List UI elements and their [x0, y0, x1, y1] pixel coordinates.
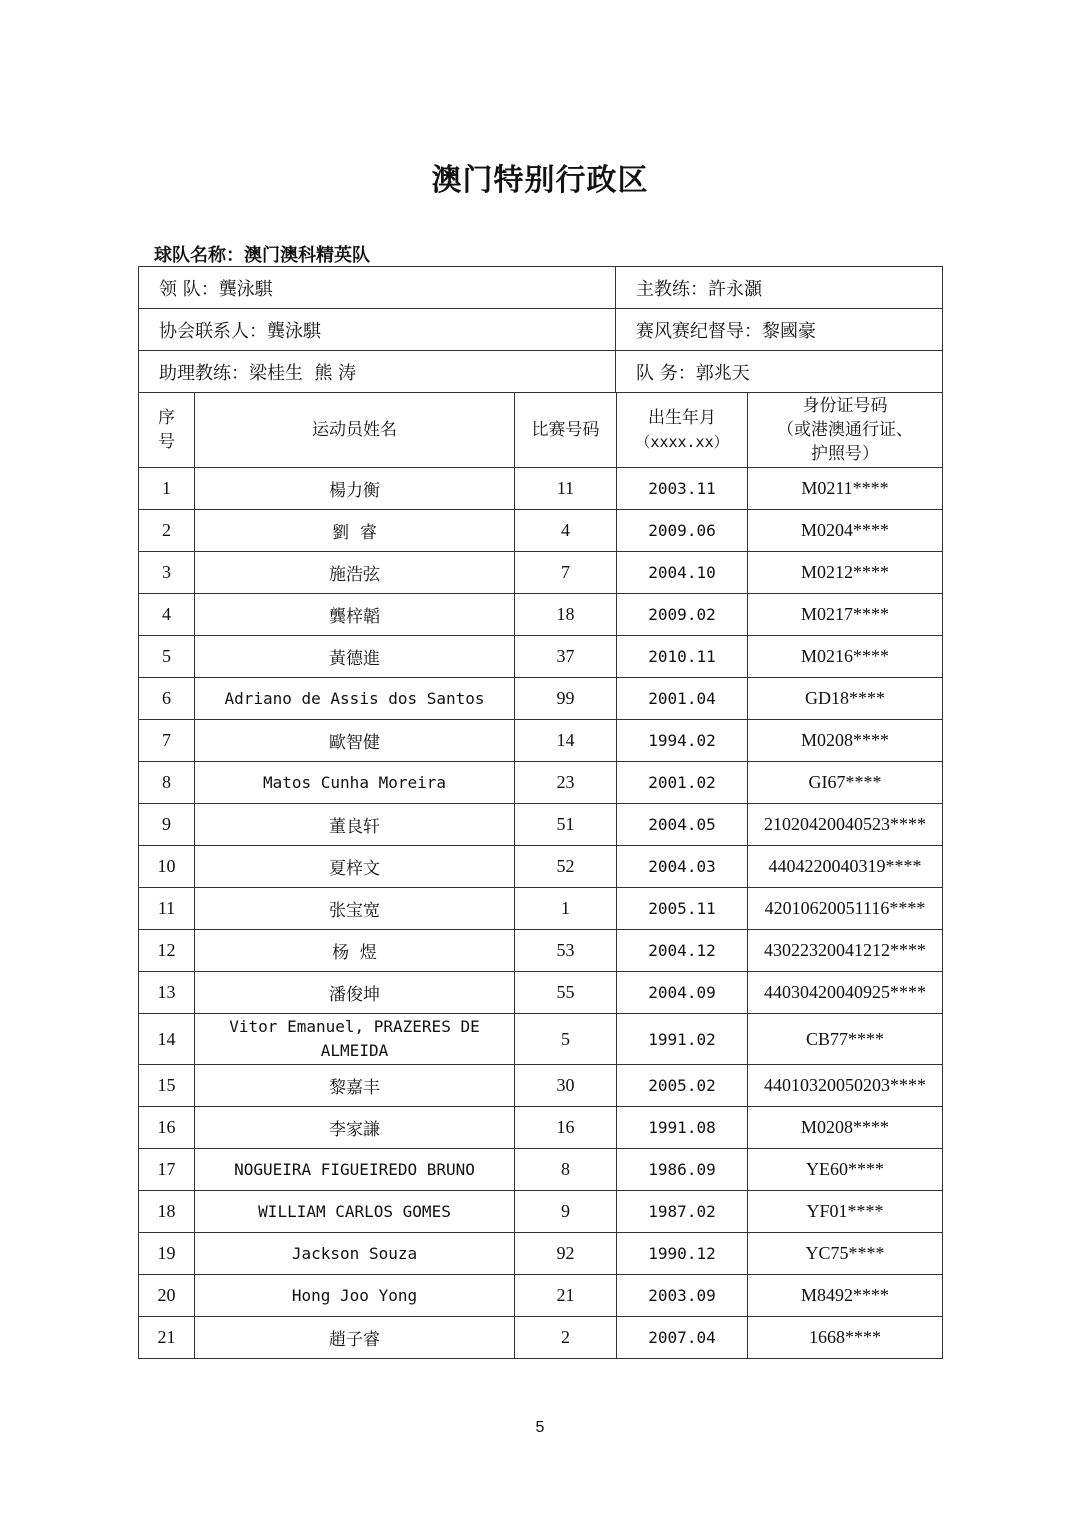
player-number: 5 — [515, 1014, 617, 1065]
assistant-coach: 助理教练：梁桂生 熊 涛 — [139, 351, 616, 393]
table-row — [139, 846, 943, 888]
table-row — [139, 1107, 943, 1149]
page-number: 5 — [535, 1419, 545, 1436]
player-id: 42010620051116**** — [748, 888, 943, 930]
player-number: 55 — [515, 972, 617, 1014]
index-header — [139, 393, 195, 468]
player-id: CB77**** — [748, 1014, 943, 1065]
index-header-line: 号 — [158, 432, 175, 452]
player-birth: 2005.02 — [617, 1065, 748, 1107]
player-name: Vitor Emanuel, PRAZERES DE ALMEIDA — [195, 1014, 515, 1065]
table-row — [139, 594, 943, 636]
player-index: 16 — [139, 1107, 195, 1149]
table-row — [139, 1275, 943, 1317]
player-id: M0208**** — [748, 1107, 943, 1149]
discipline-supervisor: 赛风赛纪督导：黎國豪 — [616, 309, 943, 351]
player-id: M0208**** — [748, 720, 943, 762]
staff-row — [139, 309, 943, 351]
table-row — [139, 636, 943, 678]
id-header — [748, 393, 943, 468]
player-index: 10 — [139, 846, 195, 888]
player-index: 13 — [139, 972, 195, 1014]
player-number: 30 — [515, 1065, 617, 1107]
player-index: 14 — [139, 1014, 195, 1065]
player-index: 19 — [139, 1233, 195, 1275]
player-id: 4404220040319**** — [748, 846, 943, 888]
team-leader: 领 队：龔泳騏 — [139, 267, 616, 309]
player-name: WILLIAM CARLOS GOMES — [195, 1191, 515, 1233]
player-name: 劉 睿 — [195, 510, 515, 552]
player-index: 8 — [139, 762, 195, 804]
birth-header-format: （xxxx.xx） — [635, 433, 729, 451]
player-index: 3 — [139, 552, 195, 594]
birth-header-line: 出生年月 — [648, 408, 716, 428]
player-index: 9 — [139, 804, 195, 846]
staff-info-table — [138, 266, 943, 393]
player-index: 5 — [139, 636, 195, 678]
player-id: 21020420040523**** — [748, 804, 943, 846]
player-number: 16 — [515, 1107, 617, 1149]
player-name: Hong Joo Yong — [195, 1275, 515, 1317]
table-row — [139, 930, 943, 972]
player-name: 潘俊坤 — [195, 972, 515, 1014]
id-header-line: （或港澳通行证、 — [777, 420, 913, 440]
player-name: 趙子睿 — [195, 1317, 515, 1359]
table-row — [139, 678, 943, 720]
player-name: 张宝宽 — [195, 888, 515, 930]
player-id: 44030420040925**** — [748, 972, 943, 1014]
player-name: 黃德進 — [195, 636, 515, 678]
player-birth: 1987.02 — [617, 1191, 748, 1233]
player-id: 44010320050203**** — [748, 1065, 943, 1107]
player-index: 12 — [139, 930, 195, 972]
player-birth: 2004.05 — [617, 804, 748, 846]
player-name: NOGUEIRA FIGUEIREDO BRUNO — [195, 1149, 515, 1191]
player-id: YE60**** — [748, 1149, 943, 1191]
player-birth: 2009.06 — [617, 510, 748, 552]
player-number: 4 — [515, 510, 617, 552]
table-row — [139, 888, 943, 930]
number-header: 比赛号码 — [515, 393, 617, 468]
table-row — [139, 804, 943, 846]
player-id: 43022320041212**** — [748, 930, 943, 972]
player-number: 23 — [515, 762, 617, 804]
table-row — [139, 510, 943, 552]
player-number: 18 — [515, 594, 617, 636]
player-number: 92 — [515, 1233, 617, 1275]
player-index: 18 — [139, 1191, 195, 1233]
staff-row — [139, 267, 943, 309]
player-birth: 1990.12 — [617, 1233, 748, 1275]
player-number: 2 — [515, 1317, 617, 1359]
player-number: 51 — [515, 804, 617, 846]
player-name: 夏梓文 — [195, 846, 515, 888]
player-index: 4 — [139, 594, 195, 636]
player-birth: 2001.04 — [617, 678, 748, 720]
player-number: 99 — [515, 678, 617, 720]
player-birth: 1991.08 — [617, 1107, 748, 1149]
player-index: 6 — [139, 678, 195, 720]
player-birth: 1991.02 — [617, 1014, 748, 1065]
player-id: M0211**** — [748, 468, 943, 510]
player-number: 14 — [515, 720, 617, 762]
player-birth: 2003.09 — [617, 1275, 748, 1317]
table-row — [139, 720, 943, 762]
player-birth: 2004.03 — [617, 846, 748, 888]
player-id: M0217**** — [748, 594, 943, 636]
player-birth: 2004.12 — [617, 930, 748, 972]
birth-header — [617, 393, 748, 468]
player-index: 7 — [139, 720, 195, 762]
player-number: 9 — [515, 1191, 617, 1233]
player-number: 21 — [515, 1275, 617, 1317]
player-id: YF01**** — [748, 1191, 943, 1233]
table-row — [139, 468, 943, 510]
roster-table — [138, 392, 943, 1359]
player-birth: 2005.11 — [617, 888, 748, 930]
player-id: 1668**** — [748, 1317, 943, 1359]
player-name: Jackson Souza — [195, 1233, 515, 1275]
player-number: 53 — [515, 930, 617, 972]
player-index: 11 — [139, 888, 195, 930]
player-birth: 2001.02 — [617, 762, 748, 804]
index-header-line: 序 — [158, 408, 175, 428]
player-index: 2 — [139, 510, 195, 552]
player-birth: 2003.11 — [617, 468, 748, 510]
player-birth: 2004.10 — [617, 552, 748, 594]
player-id: M0216**** — [748, 636, 943, 678]
player-name: 楊力衡 — [195, 468, 515, 510]
association-contact: 协会联系人：龔泳騏 — [139, 309, 616, 351]
table-row — [139, 1317, 943, 1359]
player-number: 52 — [515, 846, 617, 888]
player-birth: 1994.02 — [617, 720, 748, 762]
player-number: 8 — [515, 1149, 617, 1191]
player-number: 37 — [515, 636, 617, 678]
id-header-line: 身份证号码 — [802, 396, 888, 416]
table-row — [139, 1191, 943, 1233]
player-birth: 2010.11 — [617, 636, 748, 678]
player-index: 15 — [139, 1065, 195, 1107]
player-number: 11 — [515, 468, 617, 510]
player-index: 17 — [139, 1149, 195, 1191]
player-name: 杨 煜 — [195, 930, 515, 972]
player-birth: 2009.02 — [617, 594, 748, 636]
player-birth: 2004.09 — [617, 972, 748, 1014]
name-header: 运动员姓名 — [195, 393, 515, 468]
player-id: M8492**** — [748, 1275, 943, 1317]
table-row — [139, 972, 943, 1014]
player-index: 21 — [139, 1317, 195, 1359]
table-row — [139, 1065, 943, 1107]
table-row — [139, 552, 943, 594]
player-id: GI67**** — [748, 762, 943, 804]
player-id: YC75**** — [748, 1233, 943, 1275]
player-name: 施浩弦 — [195, 552, 515, 594]
player-birth: 2007.04 — [617, 1317, 748, 1359]
table-row — [139, 762, 943, 804]
table-row — [139, 1233, 943, 1275]
player-id: GD18**** — [748, 678, 943, 720]
player-id: M0212**** — [748, 552, 943, 594]
player-number: 1 — [515, 888, 617, 930]
team-affairs: 队 务：郭兆天 — [616, 351, 943, 393]
player-index: 1 — [139, 468, 195, 510]
roster-header-row — [139, 393, 943, 468]
player-number: 7 — [515, 552, 617, 594]
player-name: Adriano de Assis dos Santos — [195, 678, 515, 720]
player-id: M0204**** — [748, 510, 943, 552]
team-name: 球队名称：澳门澳科精英队 — [154, 245, 370, 266]
head-coach: 主教练：許永灝 — [616, 267, 943, 309]
id-header-line: 护照号） — [811, 444, 879, 464]
player-name: Matos Cunha Moreira — [195, 762, 515, 804]
player-name: 董良轩 — [195, 804, 515, 846]
player-name: 黎嘉丰 — [195, 1065, 515, 1107]
table-row — [139, 1014, 943, 1065]
table-row — [139, 1149, 943, 1191]
player-name: 李家謙 — [195, 1107, 515, 1149]
player-index: 20 — [139, 1275, 195, 1317]
staff-row — [139, 351, 943, 393]
player-birth: 1986.09 — [617, 1149, 748, 1191]
player-name: 龔梓韜 — [195, 594, 515, 636]
player-name: 歐智健 — [195, 720, 515, 762]
page-title: 澳门特别行政区 — [431, 163, 649, 198]
